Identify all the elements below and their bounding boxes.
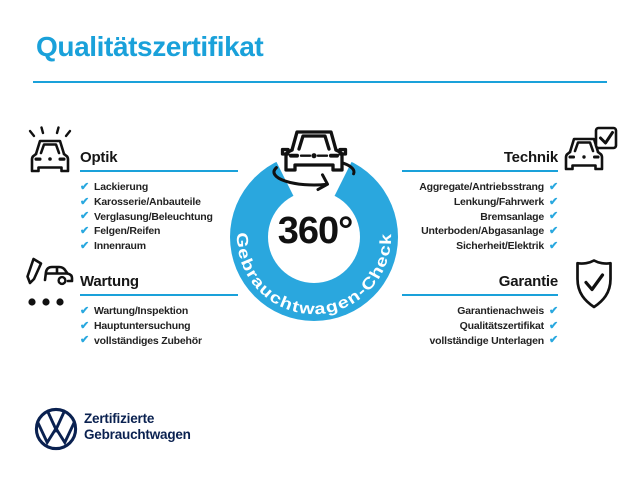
checklist-item: [80, 195, 213, 210]
checklist-item: [80, 333, 202, 348]
check-icon: ✔: [80, 304, 90, 317]
checklist-item: [430, 333, 558, 348]
checklist-item: [454, 195, 558, 210]
checklist-item: [80, 209, 213, 224]
check-icon: ✔: [548, 210, 558, 223]
checklist-item: [80, 180, 213, 195]
checklist-item: [80, 304, 202, 319]
checklist-item: [457, 304, 558, 319]
wartung-checklist: [80, 304, 202, 348]
checklist-item-label: Garantienachweis: [457, 305, 544, 318]
section-underline: [402, 294, 558, 296]
checklist-item-label: Wartung/Inspektion: [94, 305, 189, 318]
checklist-item-label: Aggregate/Antriebsstrang: [419, 181, 544, 194]
car-checkbox-icon: [562, 126, 618, 178]
check-icon: ✔: [548, 224, 558, 237]
checklist-item-label: Innenraum: [94, 240, 146, 253]
checklist-item: [421, 224, 558, 239]
inspection-pen-car-icon: [24, 254, 76, 312]
check-icon: ✔: [80, 180, 90, 193]
checklist-item-label: vollständiges Zubehör: [94, 334, 202, 347]
checklist-item-label: Sicherheit/Elektrik: [456, 240, 544, 253]
checklist-item-label: Felgen/Reifen: [94, 225, 161, 238]
checklist-item-label: Lackierung: [94, 181, 149, 194]
check-icon: ✔: [80, 195, 90, 208]
section-title-garantie: Garantie: [498, 273, 558, 290]
check-icon: ✔: [548, 304, 558, 317]
checklist-item-label: Lenkung/Fahrwerk: [453, 196, 544, 209]
checklist-item: [80, 224, 213, 239]
check-icon: ✔: [548, 180, 558, 193]
check-icon: ✔: [548, 334, 558, 347]
check-icon: ✔: [80, 334, 90, 347]
footer-claim-line2: Gebrauchtwagen: [84, 426, 191, 442]
checklist-item-label: Qualitätszertifikat: [459, 320, 544, 333]
check-icon: ✔: [80, 224, 90, 237]
check-icon: ✔: [548, 319, 558, 332]
checklist-item: [456, 239, 558, 254]
check-icon: ✔: [548, 195, 558, 208]
optik-checklist: [80, 180, 213, 253]
footer-claim: [84, 411, 191, 442]
check-icon: ✔: [80, 239, 90, 252]
checklist-item-label: Verglasung/Beleuchtung: [94, 210, 213, 223]
checklist-item: [80, 239, 213, 254]
checklist-item: [80, 319, 202, 334]
checklist-item-label: Bremsanlage: [480, 210, 544, 223]
vw-logo: [33, 406, 79, 452]
footer-claim-line1: Zertifizierte: [84, 411, 155, 426]
checklist-item: [480, 209, 558, 224]
section-underline: [402, 170, 558, 172]
section-title-optik: Optik: [80, 149, 118, 166]
ring-label: Gebrauchtwagen-Check: [232, 232, 396, 319]
checklist-item-label: vollständige Unterlagen: [429, 334, 544, 347]
shield-check-icon: [570, 256, 618, 312]
check-icon: ✔: [548, 239, 558, 252]
badge-value: 360°: [277, 210, 353, 252]
badge-360-check: [214, 120, 414, 332]
checklist-item-label: Hauptuntersuchung: [94, 320, 191, 333]
section-title-wartung: Wartung: [80, 273, 139, 290]
checklist-item: [419, 180, 558, 195]
car-shine-icon: [24, 124, 76, 178]
section-title-technik: Technik: [503, 149, 558, 166]
checklist-item-label: Unterboden/Abgasanlage: [421, 225, 544, 238]
page-title: Qualitätszertifikat: [36, 31, 264, 62]
check-icon: ✔: [80, 319, 90, 332]
check-icon: ✔: [80, 210, 90, 223]
checklist-item-label: Karosserie/Anbauteile: [94, 196, 201, 209]
title-divider: [33, 81, 607, 83]
checklist-item: [460, 319, 558, 334]
